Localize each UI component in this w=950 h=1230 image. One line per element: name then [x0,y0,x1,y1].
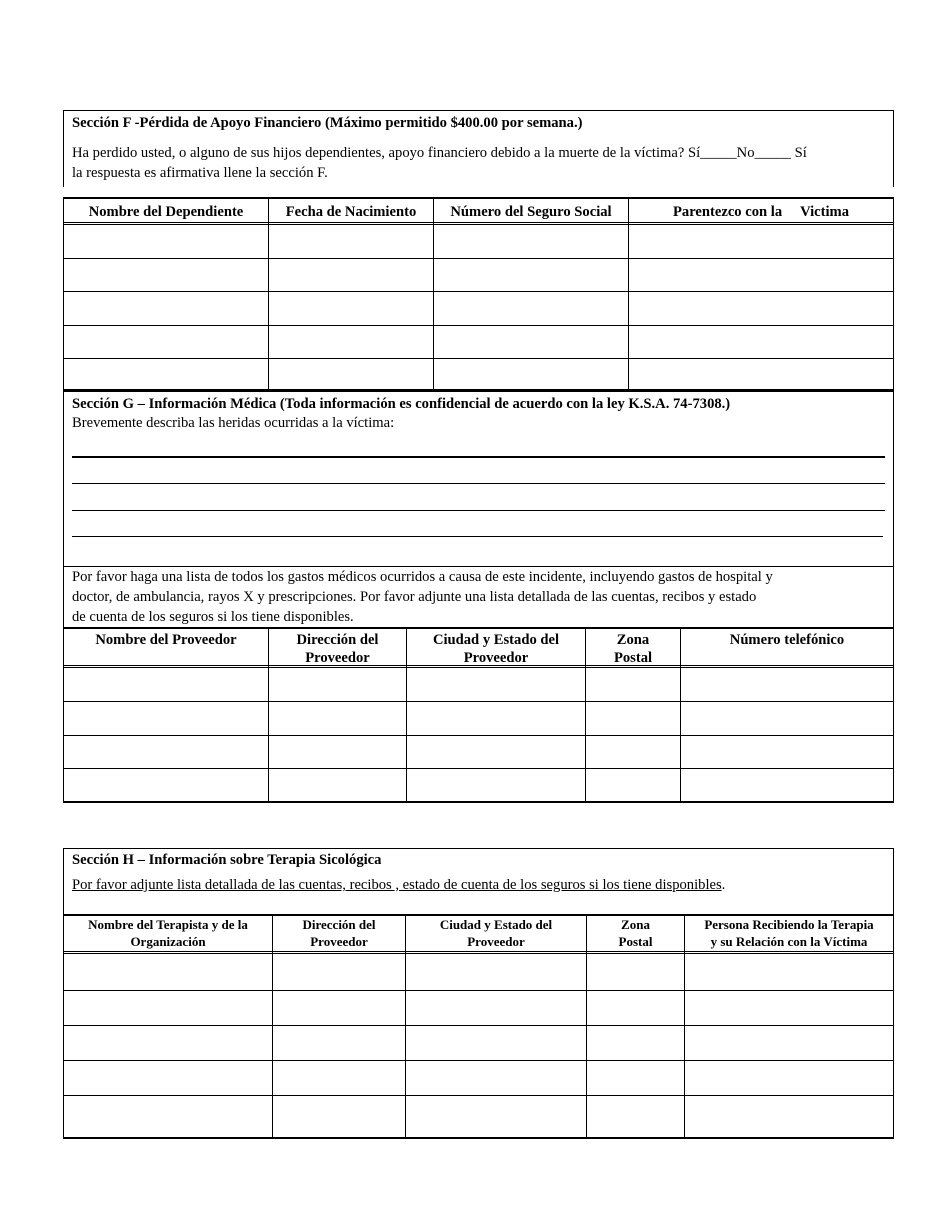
provider-phone-field[interactable] [681,668,893,701]
therapist-zip-field[interactable] [587,1026,684,1060]
birth-date-field[interactable] [269,292,433,325]
dependent-name-field[interactable] [64,326,268,358]
col-header-provider-address: Dirección del Proveedor [296,632,379,666]
relationship-field[interactable] [629,292,893,325]
medical-expenses-instructions-2: doctor, de ambulancia, rayos X y prescripciones. Por favor adjunte una lista detallada de las cuentas, recibos y estado [72,589,757,605]
therapist-address-field[interactable] [273,954,405,990]
injury-description-line[interactable] [72,536,883,537]
col-header-therapist-zip: Zona Postal [618,917,653,949]
therapist-name-field[interactable] [64,1026,272,1060]
ssn-field[interactable] [434,225,628,258]
provider-zip-field[interactable] [586,736,680,768]
injury-description-line[interactable] [72,456,885,458]
provider-address-field[interactable] [269,769,406,801]
therapist-city-state-field[interactable] [406,954,586,990]
provider-phone-field[interactable] [681,736,893,768]
therapy-note: Por favor adjunte lista detallada de las cuentas, recibos , estado de cuenta de los seguros si los tiene disponibles. [72,877,726,893]
provider-city-state-field[interactable] [407,668,585,701]
provider-phone-field[interactable] [681,702,893,735]
injury-description-line[interactable] [72,510,885,511]
therapist-name-field[interactable] [64,954,272,990]
provider-city-state-field[interactable] [407,736,585,768]
ssn-field[interactable] [434,292,628,325]
therapist-zip-field[interactable] [587,991,684,1025]
provider-city-state-field[interactable] [407,702,585,735]
col-header-birth-date: Fecha de Nacimiento [285,204,417,220]
birth-date-field[interactable] [269,259,433,291]
col-header-relationship: Parentezco con la Victima [672,204,850,220]
provider-zip-field[interactable] [586,702,680,735]
therapist-zip-field[interactable] [587,954,684,990]
provider-zip-field[interactable] [586,668,680,701]
dependent-name-field[interactable] [64,292,268,325]
therapist-city-state-field[interactable] [406,1096,586,1137]
col-header-ssn: Número del Seguro Social [450,204,612,220]
section-g-top-border [63,389,894,392]
provider-address-field[interactable] [269,702,406,735]
medical-expenses-instructions-3: de cuenta de los seguros si los tiene disponibles. [72,609,354,625]
therapist-name-field[interactable] [64,1096,272,1137]
medical-expenses-instructions: Por favor haga una lista de todos los gastos médicos ocurridos a causa de este incidente, incluyendo gastos de hospital y [72,569,773,585]
col-header-dependent-name: Nombre del Dependiente [88,204,244,220]
ssn-field[interactable] [434,359,628,389]
therapist-city-state-field[interactable] [406,991,586,1025]
col-header-therapy-recipient: Persona Recibiendo la Terapia y su Relación con la Víctima [704,917,874,949]
therapy-recipient-field[interactable] [685,1026,893,1060]
provider-zip-field[interactable] [586,769,680,801]
ssn-field[interactable] [434,326,628,358]
therapist-address-field[interactable] [273,1026,405,1060]
col-header-therapist-city-state: Ciudad y Estado del Proveedor [439,917,553,949]
col-header-therapist-address: Dirección del Proveedor [302,917,376,949]
section-f-question: Ha perdido usted, o alguno de sus hijos dependientes, apoyo financiero debido a la muerte de la víctima? Sí_____No_____ Sí [72,145,807,161]
provider-name-field[interactable] [64,769,268,801]
birth-date-field[interactable] [269,359,433,389]
section-f-title: Sección F -Pérdida de Apoyo Financiero (Máximo permitido $400.00 por semana.) [72,115,583,131]
therapy-recipient-field[interactable] [685,1096,893,1137]
provider-name-field[interactable] [64,668,268,701]
section-h-title: Sección H – Información sobre Terapia Sicológica [72,852,382,868]
dependent-name-field[interactable] [64,225,268,258]
birth-date-field[interactable] [269,326,433,358]
therapist-address-field[interactable] [273,991,405,1025]
section-f-right-border [893,110,894,187]
therapist-address-field[interactable] [273,1061,405,1095]
relationship-field[interactable] [629,359,893,389]
therapist-zip-field[interactable] [587,1061,684,1095]
therapy-recipient-field[interactable] [685,991,893,1025]
ssn-field[interactable] [434,259,628,291]
therapist-address-field[interactable] [273,1096,405,1137]
col-header-zip: Zona Postal [613,632,653,666]
section-f-top-border [63,110,894,111]
injuries-prompt: Brevemente describa las heridas ocurridas a la víctima: [72,415,395,431]
therapist-name-field[interactable] [64,1061,272,1095]
relationship-field[interactable] [629,326,893,358]
col-header-provider-name: Nombre del Proveedor [95,632,237,648]
dependent-name-field[interactable] [64,259,268,291]
injury-description-line[interactable] [72,483,885,484]
therapist-city-state-field[interactable] [406,1026,586,1060]
relationship-field[interactable] [629,225,893,258]
therapy-recipient-field[interactable] [685,1061,893,1095]
relationship-field[interactable] [629,259,893,291]
provider-name-field[interactable] [64,736,268,768]
col-header-therapist-name: Nombre del Terapista y de la Organización [88,917,248,949]
therapist-city-state-field[interactable] [406,1061,586,1095]
section-f-question-cont: la respuesta es afirmativa llene la sección F. [72,165,328,181]
col-header-provider-city-state: Ciudad y Estado del Proveedor [432,632,560,666]
therapy-recipient-field[interactable] [685,954,893,990]
provider-address-field[interactable] [269,668,406,701]
section-f-left-border [63,110,64,187]
provider-phone-field[interactable] [681,769,893,801]
therapist-zip-field[interactable] [587,1096,684,1137]
therapy-note-underlined: Por favor adjunte lista detallada de las cuentas, recibos , estado de cuenta de los seguros si los tiene disponibles [72,877,722,893]
provider-name-field[interactable] [64,702,268,735]
section-h-top-border [63,848,894,849]
therapist-name-field[interactable] [64,991,272,1025]
dependent-name-field[interactable] [64,359,268,389]
provider-address-field[interactable] [269,736,406,768]
col-header-phone: Número telefónico [729,632,845,648]
section-g-title: Sección G – Información Médica (Toda información es confidencial de acuerdo con la ley K.S.A. 74-7308.) [72,396,731,412]
birth-date-field[interactable] [269,225,433,258]
provider-city-state-field[interactable] [407,769,585,801]
